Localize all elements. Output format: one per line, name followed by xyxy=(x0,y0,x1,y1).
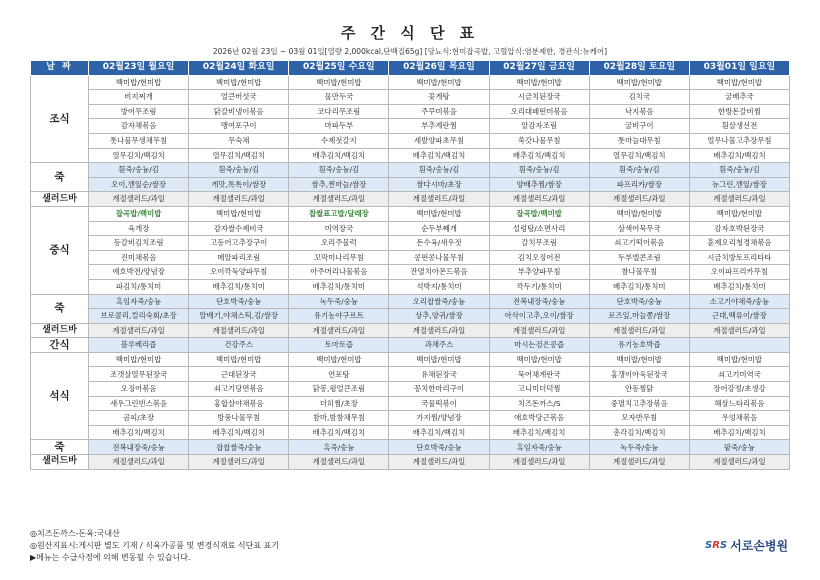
menu-cell: 흑죽/숭늉 xyxy=(289,440,389,455)
menu-cell: 얼큰버섯국 xyxy=(189,90,289,105)
day-header: 02월27일 금요일 xyxy=(489,61,589,76)
menu-row xyxy=(31,367,790,382)
menu-cell: 백미밥/현미밥 xyxy=(589,75,689,90)
menu-cell: 쌈추,찐마늘/쌈장 xyxy=(289,177,389,192)
note-line: ◎원산지표시:게시판 별도 기재 / 식육가공품 및 변경식재료 식단표 표기 xyxy=(30,541,280,550)
menu-row xyxy=(31,382,790,397)
menu-cell: 홍합살야채볶음 xyxy=(189,396,289,411)
menu-cell: 조갯살열무된장국 xyxy=(89,367,189,382)
menu-cell: 흰죽/숭늉/김 xyxy=(489,163,589,178)
menu-cell: 계절샐러드/과일 xyxy=(89,192,189,207)
menu-cell: 쑥갓나물무침 xyxy=(489,133,589,148)
day-header: 02월28일 토요일 xyxy=(589,61,689,76)
menu-cell: 계절샐러드/과일 xyxy=(289,455,389,470)
menu-cell: 흰죽/숭늉/김 xyxy=(589,163,689,178)
menu-cell: 계절샐러드/과일 xyxy=(589,455,689,470)
menu-cell: 콩떤콩나물무침 xyxy=(389,250,489,265)
menu-cell: 부추양파무침 xyxy=(489,265,589,280)
salad-label: 샐러드바 xyxy=(31,192,89,207)
menu-cell: 돈수육/새우젓 xyxy=(389,236,489,251)
menu-cell: 단호박죽/숭늉 xyxy=(589,294,689,309)
menu-cell: 유기농야구르트 xyxy=(289,309,389,324)
menu-cell: 계절샐러드/과일 xyxy=(189,192,289,207)
menu-cell: 건강주스 xyxy=(189,338,289,353)
menu-cell: 배추김치/통치미 xyxy=(689,279,789,294)
menu-cell: 참나물무침 xyxy=(589,265,689,280)
menu-cell: 게맛,톡톡이/쌈장 xyxy=(189,177,289,192)
juk-label: 죽 xyxy=(31,440,89,455)
menu-cell: 백미밥/현미밥 xyxy=(489,75,589,90)
menu-cell: 닭갈비냉이볶음 xyxy=(189,104,289,119)
logo-mark: SRS xyxy=(705,540,728,551)
menu-cell: 계절샐러드/과일 xyxy=(189,323,289,338)
menu-cell: 계절샐러드/과일 xyxy=(489,192,589,207)
menu-cell: 과채주스 xyxy=(389,338,489,353)
juk-row xyxy=(31,294,790,309)
juk-row xyxy=(31,440,790,455)
menu-cell: 계절샐러드/과일 xyxy=(589,323,689,338)
meal-label-dinner: 석식 xyxy=(31,352,89,440)
menu-cell: 백미밥/현미밥 xyxy=(589,352,689,367)
menu-cell: 찹쌀표고밥/달래장 xyxy=(289,206,389,221)
menu-cell: 마시는검은콩즙 xyxy=(489,338,589,353)
menu-cell: 훈제오리청경채볶음 xyxy=(689,236,789,251)
menu-cell: 깍두기/통치미 xyxy=(489,279,589,294)
logo-name: 서로손병원 xyxy=(730,539,789,553)
juk-label: 죽 xyxy=(31,294,89,323)
menu-cell: 배추김치/백김치 xyxy=(89,425,189,440)
menu-cell: 삼색어묵무국 xyxy=(589,221,689,236)
menu-cell: 장어강정/초생강 xyxy=(689,382,789,397)
menu-cell: 코다리무조림 xyxy=(289,104,389,119)
menu-cell: 설렁탕/소면사리 xyxy=(489,221,589,236)
menu-cell: 계절샐러드/과일 xyxy=(489,455,589,470)
menu-cell: 오이깍둑양파무침 xyxy=(189,265,289,280)
menu-cell: 뉴그린,깬잎/쌈장 xyxy=(689,177,789,192)
weekly-menu-table xyxy=(30,60,790,470)
note-line: ▶메뉴는 수급사정에 의해 변동될 수 있습니다. xyxy=(30,553,191,562)
menu-cell: 백미밥/현미밥 xyxy=(189,206,289,221)
menu-cell: 백미밥/현미밥 xyxy=(389,75,489,90)
menu-cell: 계절샐러드/과일 xyxy=(689,323,789,338)
menu-cell: 미역장국 xyxy=(289,221,389,236)
menu-cell: 쇠고기당면볶음 xyxy=(189,382,289,397)
menu-cell: 연포탕 xyxy=(289,367,389,382)
day-header: 02월25일 수요일 xyxy=(289,61,389,76)
day-header: 02월26일 목요일 xyxy=(389,61,489,76)
menu-cell: 흑임자죽/숭늉 xyxy=(489,440,589,455)
menu-cell: 갈치무조림 xyxy=(489,236,589,251)
menu-cell: 진미채볶음 xyxy=(89,250,189,265)
menu-cell: 홍갱이아욱된장국 xyxy=(589,367,689,382)
menu-cell: 열무나물고추장무침 xyxy=(689,133,789,148)
menu-cell: 로즈잎,마늘쫑/쌈장 xyxy=(589,309,689,324)
menu-row xyxy=(31,90,790,105)
menu-cell: 열무김치/백김치 xyxy=(89,148,189,163)
menu-cell: 토마토즙 xyxy=(289,338,389,353)
menu-cell: 백미밥/현미밥 xyxy=(689,75,789,90)
menu-row xyxy=(31,352,790,367)
menu-cell: 흰살생선전 xyxy=(689,119,789,134)
menu-cell: 계절샐러드/과일 xyxy=(189,455,289,470)
menu-cell: 마파두부 xyxy=(289,119,389,134)
menu-cell: 잔멸치아몬드볶음 xyxy=(389,265,489,280)
menu-cell: 파프리카/쌈장 xyxy=(589,177,689,192)
menu-cell: 오이,깬잎순/쌈장 xyxy=(89,177,189,192)
menu-cell: 흰죽/숭늉/김 xyxy=(189,163,289,178)
menu-row xyxy=(31,265,790,280)
page-subtitle: 2026년 02월 23일 ~ 03월 01일[열량 2,000kcal,단백질65g] [당뇨식:현미잡곡밥, 고혈압식:염분제한, 경관식:뉴케어] xyxy=(212,47,608,56)
menu-cell: 총각김치/백김치 xyxy=(589,425,689,440)
salad-row xyxy=(31,192,790,207)
menu-cell: 계절샐러드/과일 xyxy=(389,455,489,470)
menu-cell: 백미밥/현미밥 xyxy=(189,352,289,367)
salad-label: 샐러드바 xyxy=(31,455,89,470)
menu-cell: 파김치/통치미 xyxy=(89,279,189,294)
menu-cell: 백미밥/현미밥 xyxy=(489,352,589,367)
menu-cell: 팥죽/숭늉 xyxy=(689,440,789,455)
menu-cell: 애호박전/양념장 xyxy=(89,265,189,280)
menu-cell: 블루베리즙 xyxy=(89,338,189,353)
menu-cell: 낙지볶음 xyxy=(589,104,689,119)
menu-cell: 배추김치/백김치 xyxy=(489,148,589,163)
menu-cell: 감자호박된장국 xyxy=(689,221,789,236)
menu-cell: 꼬막미나리무침 xyxy=(289,250,389,265)
menu-cell: 오이파프리카무침 xyxy=(689,265,789,280)
menu-cell: 톳마늘대무침 xyxy=(589,133,689,148)
note-line: ◎치즈돈까스-돈육:국내산 xyxy=(30,529,120,538)
menu-cell: 굴비구이 xyxy=(589,119,689,134)
menu-cell: 쌈다시마/초장 xyxy=(389,177,489,192)
menu-cell: 오리주물럭 xyxy=(289,236,389,251)
menu-cell: 계절샐러드/과일 xyxy=(689,192,789,207)
menu-cell: 시금치방토프리타타 xyxy=(689,250,789,265)
menu-cell: 근대된장국 xyxy=(189,367,289,382)
menu-cell: 고니미더덕찜 xyxy=(489,382,589,397)
menu-cell: 근대,백류이/쌈장 xyxy=(689,309,789,324)
day-header: 03월01일 일요일 xyxy=(689,61,789,76)
menu-cell: 방풍나물무침 xyxy=(189,411,289,426)
menu-row xyxy=(31,411,790,426)
snack-label: 간식 xyxy=(31,338,89,353)
menu-cell: 계절샐러드/과일 xyxy=(389,192,489,207)
menu-cell: 비지찌개 xyxy=(89,90,189,105)
menu-cell: 배추김치/통치미 xyxy=(589,279,689,294)
menu-cell: 흰죽/숭늉/김 xyxy=(289,163,389,178)
menu-cell: 참마,밤참채무침 xyxy=(289,411,389,426)
menu-cell: 치즈돈까스/S xyxy=(489,396,589,411)
menu-cell: 꽃게탕 xyxy=(389,90,489,105)
menu-cell: 녹두죽/숭늉 xyxy=(589,440,689,455)
menu-cell: 가지찜/양념장 xyxy=(389,411,489,426)
menu-cell: 육개장 xyxy=(89,221,189,236)
menu-cell: 한방돈갈비찜 xyxy=(689,104,789,119)
menu-cell: 수제젓갈지 xyxy=(289,133,389,148)
menu-cell: 흰죽/숭늉/김 xyxy=(89,163,189,178)
menu-cell: 물만두국 xyxy=(289,90,389,105)
menu-cell: 더히찜/초장 xyxy=(289,396,389,411)
menu-cell: 감자채볶음 xyxy=(89,119,189,134)
menu-cell: 중멸치고추장볶음 xyxy=(589,396,689,411)
menu-cell: 오리대패떤미볶음 xyxy=(489,104,589,119)
menu-row xyxy=(31,279,790,294)
salad-row xyxy=(31,323,790,338)
menu-row xyxy=(31,119,790,134)
menu-cell: 백미밥/현미밥 xyxy=(389,352,489,367)
menu-row xyxy=(31,425,790,440)
menu-cell: 백미밥/현미밥 xyxy=(289,75,389,90)
menu-cell: 배추김치/백김치 xyxy=(689,148,789,163)
menu-cell xyxy=(689,338,789,353)
salad-label: 샐러드바 xyxy=(31,323,89,338)
menu-cell: 백미밥/현미밥 xyxy=(89,75,189,90)
menu-cell: 계절샐러드/과일 xyxy=(89,455,189,470)
menu-cell: 부추계란찜 xyxy=(389,119,489,134)
menu-cell: 소고기야채죽/숭늉 xyxy=(689,294,789,309)
menu-row xyxy=(31,206,790,221)
meal-label-lunch: 중식 xyxy=(31,206,89,294)
menu-row xyxy=(31,396,790,411)
menu-cell: 백미밥/현미밥 xyxy=(189,75,289,90)
day-header: 02월24일 화요일 xyxy=(189,61,289,76)
menu-cell: 석박지/통치미 xyxy=(389,279,489,294)
menu-row xyxy=(31,148,790,163)
menu-cell: 브로콜리,컬리숙회/초장 xyxy=(89,309,189,324)
menu-cell: 잡곡밥/백미밥 xyxy=(89,206,189,221)
menu-cell: 해삼느타리볶음 xyxy=(689,396,789,411)
menu-cell: 잡곡밥/백미밥 xyxy=(489,206,589,221)
menu-cell: 안동찜닭 xyxy=(589,382,689,397)
salad-row xyxy=(31,455,790,470)
menu-cell: 메알파리조림 xyxy=(189,250,289,265)
menu-cell: 감자쌀수제비국 xyxy=(189,221,289,236)
menu-cell: 계절샐러드/과일 xyxy=(689,455,789,470)
snack-row xyxy=(31,338,790,353)
menu-cell: 전복내장죽/숭늉 xyxy=(489,294,589,309)
menu-cell: 오징어볶음 xyxy=(89,382,189,397)
menu-cell: 방어무조림 xyxy=(89,104,189,119)
menu-cell: 계절샐러드/과일 xyxy=(289,192,389,207)
menu-cell: 새우그린빈스볶음 xyxy=(89,396,189,411)
menu-cell: 알배기,야채스틱,김/쌈장 xyxy=(189,309,289,324)
menu-cell: 김치국 xyxy=(589,90,689,105)
menu-cell: 계절샐러드/과일 xyxy=(89,323,189,338)
menu-cell: 순두부째개 xyxy=(389,221,489,236)
menu-cell: 국물떡볶이 xyxy=(389,396,489,411)
menu-cell: 오리찹쌀죽/숭늉 xyxy=(389,294,489,309)
menu-cell: 단호박죽/숭늉 xyxy=(389,440,489,455)
menu-cell: 흰죽/숭늉/김 xyxy=(389,163,489,178)
menu-cell: 흰죽/숭늉/김 xyxy=(689,163,789,178)
menu-cell: 계절샐러드/과일 xyxy=(389,323,489,338)
page-title: 주 간 식 단 표 xyxy=(340,24,480,42)
menu-cell: 두부엘콘조림 xyxy=(589,250,689,265)
menu-row xyxy=(31,75,790,90)
menu-cell: 아삭이고추,오이/쌈장 xyxy=(489,309,589,324)
menu-cell: 배추김치/백김치 xyxy=(489,425,589,440)
menu-cell: 꽁치한마리구이 xyxy=(389,382,489,397)
menu-cell: 쇠고기떡이볶음 xyxy=(589,236,689,251)
menu-cell: 톳나물무생채무침 xyxy=(89,133,189,148)
menu-cell: 백미밥/현미밥 xyxy=(689,206,789,221)
menu-row xyxy=(31,250,790,265)
menu-cell: 유기농호박즙 xyxy=(589,338,689,353)
menu-cell: 맹여포구이 xyxy=(189,119,289,134)
menu-cell: 고등어고추장구이 xyxy=(189,236,289,251)
menu-cell: 배추김치/백김치 xyxy=(289,148,389,163)
menu-cell: 배추김치/백김치 xyxy=(389,148,489,163)
menu-cell: 백미밥/현미밥 xyxy=(389,206,489,221)
menu-row xyxy=(31,236,790,251)
menu-cell: 백미밥/현미밥 xyxy=(689,352,789,367)
menu-cell: 전복내장죽/숭늉 xyxy=(89,440,189,455)
menu-cell: 김치오징어전 xyxy=(489,250,589,265)
notes xyxy=(30,528,279,564)
menu-cell: 흑임자죽/숭늉 xyxy=(89,294,189,309)
date-header-row xyxy=(31,61,790,76)
menu-cell: 세발양파초무침 xyxy=(389,133,489,148)
menu-cell: 백미밥/현미밥 xyxy=(289,352,389,367)
menu-row xyxy=(31,221,790,236)
menu-cell: 배추김치/백김치 xyxy=(289,425,389,440)
menu-cell: 계절샐러드/과일 xyxy=(589,192,689,207)
menu-cell: 열무김치/백김치 xyxy=(589,148,689,163)
menu-cell: 쇠고기미역국 xyxy=(689,367,789,382)
menu-cell: 배추김치/백김치 xyxy=(689,425,789,440)
menu-row xyxy=(31,104,790,119)
side-row xyxy=(31,309,790,324)
menu-cell: 아주머리나물볶음 xyxy=(289,265,389,280)
juk-label: 죽 xyxy=(31,163,89,192)
menu-cell: 녹두죽/숭늉 xyxy=(289,294,389,309)
menu-cell: 알감자조림 xyxy=(489,119,589,134)
menu-cell: 유채된장국 xyxy=(389,367,489,382)
menu-cell: 양배추찜/쌈장 xyxy=(489,177,589,192)
menu-cell: 모자반무침 xyxy=(589,411,689,426)
meal-label-breakfast: 조식 xyxy=(31,75,89,163)
menu-cell: 계절샐러드/과일 xyxy=(489,323,589,338)
menu-cell: 배추김치/백김치 xyxy=(389,425,489,440)
menu-cell: 백미밥/현미밥 xyxy=(589,206,689,221)
menu-cell: 애호박당근볶음 xyxy=(489,411,589,426)
menu-cell: 등갈비김치조림 xyxy=(89,236,189,251)
menu-cell: 배추김치/통치미 xyxy=(289,279,389,294)
juk-row xyxy=(31,163,790,178)
menu-cell: 배추김치/통치미 xyxy=(189,279,289,294)
menu-cell: 백미밥/현미밥 xyxy=(89,352,189,367)
menu-cell: 열무김치/백김치 xyxy=(189,148,289,163)
menu-cell: 상추,양귀/쌈장 xyxy=(389,309,489,324)
day-header: 02월23일 월요일 xyxy=(89,61,189,76)
menu-cell: 주꾸미볶음 xyxy=(389,104,489,119)
menu-cell: 우엉채볶음 xyxy=(689,411,789,426)
menu-cell: 닭봉,윙얼큰조림 xyxy=(289,382,389,397)
menu-row xyxy=(31,133,790,148)
menu-cell: 굴배추국 xyxy=(689,90,789,105)
menu-cell: 단호박죽/숭늉 xyxy=(189,294,289,309)
menu-cell: 배추김치/백김치 xyxy=(189,425,289,440)
menu-cell: 무숙채 xyxy=(189,133,289,148)
menu-cell: 계절샐러드/과일 xyxy=(289,323,389,338)
side-row xyxy=(31,177,790,192)
menu-cell: 묵어채계란국 xyxy=(489,367,589,382)
header-label: 날 짜 xyxy=(31,61,89,76)
menu-cell: 잡찹쌀죽/숭늉 xyxy=(189,440,289,455)
menu-cell: 시금치된장국 xyxy=(489,90,589,105)
menu-cell: 곰피/초장 xyxy=(89,411,189,426)
hospital-logo xyxy=(705,537,788,554)
